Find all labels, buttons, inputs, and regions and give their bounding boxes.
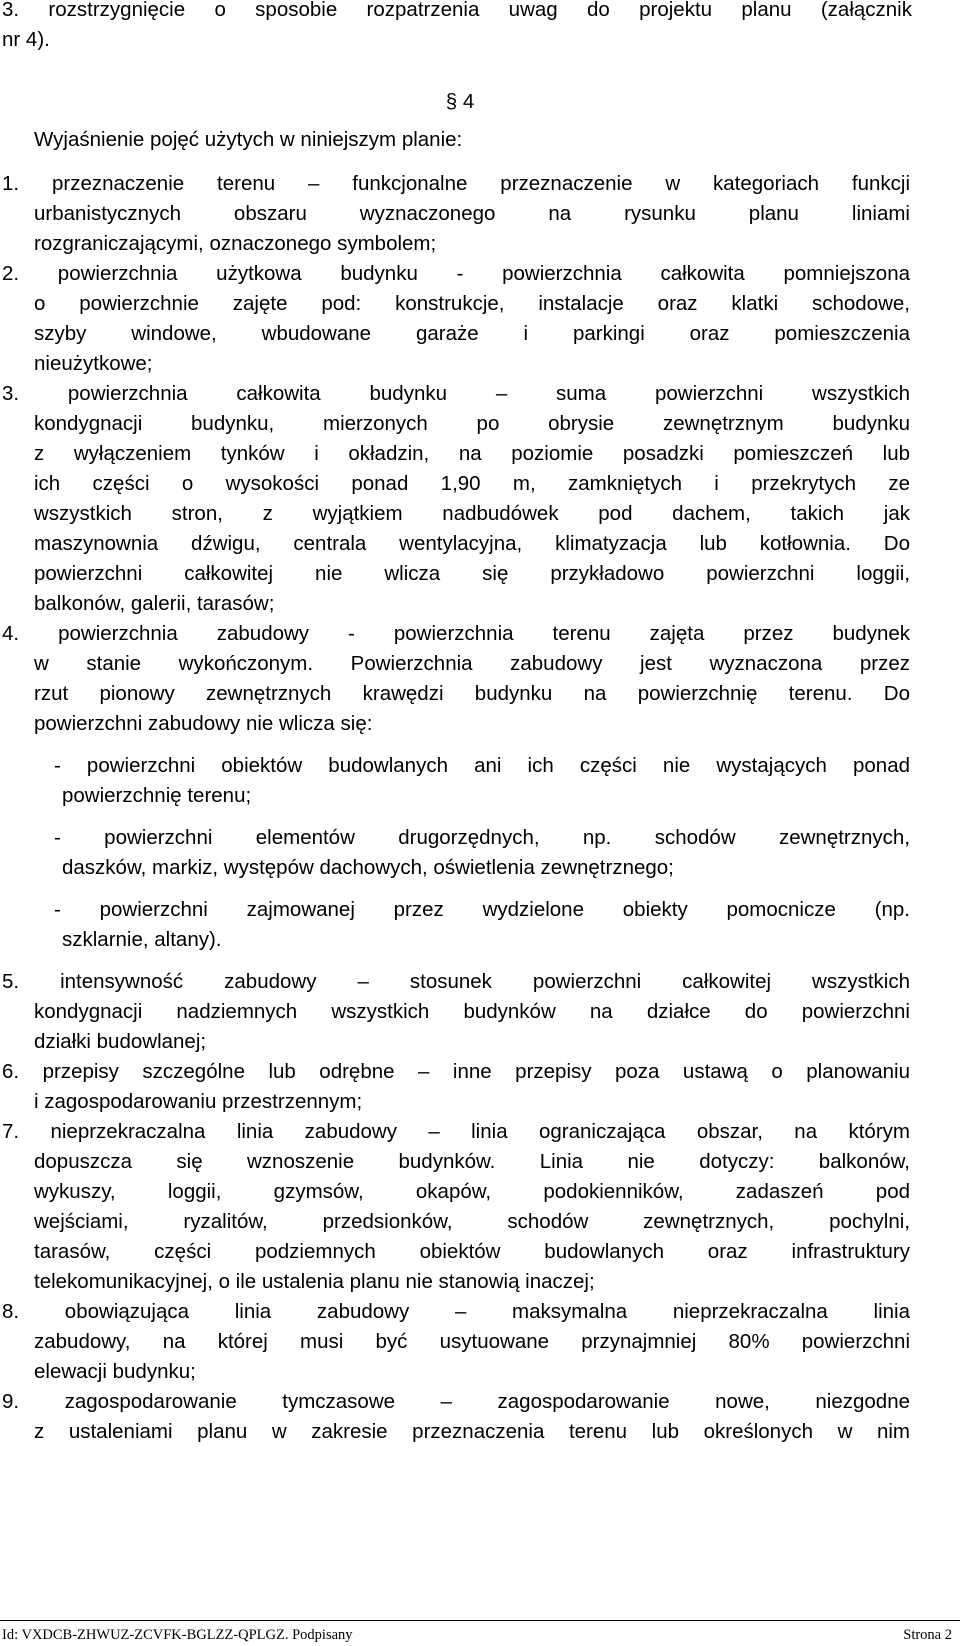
text-line: 9. zagospodarowanie tymczasowe – zagospodarowanie nowe, niezgodne [2,1390,910,1413]
text-line: z ustaleniami planu w zakresie przeznaczenia terenu lub określonych w nim [34,1420,910,1443]
text-line: 3. rozstrzygnięcie o sposobie rozpatrzenia uwag do projektu planu (załącznik [2,0,912,21]
text-line: tarasów, części podziemnych obiektów budowlanych oraz infrastruktury [34,1240,910,1263]
text-line: 5. intensywność zabudowy – stosunek powierzchni całkowitej wszystkich [2,970,910,993]
text-line: elewacji budynku; [34,1360,196,1383]
text-line: działki budowlanej; [34,1030,207,1053]
text-line: 1. przeznaczenie terenu – funkcjonalne przeznaczenie w kategoriach funkcji [2,172,910,195]
text-line: powierzchnię terenu; [62,784,252,807]
text-line: z wyłączeniem tynków i okładzin, na poziomie posadzki pomieszczeń lub [34,442,910,465]
text-line: Wyjaśnienie pojęć użytych w niniejszym planie: [34,128,463,151]
text-line: maszynownia dźwigu, centrala wentylacyjna, klimatyzacja lub kotłownia. Do [34,532,910,555]
footer-page-number: Strona 2 [903,1627,952,1643]
text-line: ich części o wysokości ponad 1,90 m, zamkniętych i przekrytych ze [34,472,910,495]
text-line: 7. nieprzekraczalna linia zabudowy – linia ograniczająca obszar, na którym [2,1120,910,1143]
footer-document-id: Id: VXDCB-ZHWUZ-ZCVFK-BGLZZ-QPLGZ. Podpisany [2,1627,353,1643]
text-line: nr 4). [2,28,50,51]
text-line: powierzchni całkowitej nie wlicza się przykładowo powierzchni loggii, [34,562,910,585]
text-line: rzut pionowy zewnętrznych krawędzi budynku na powierzchnię terenu. Do [34,682,910,705]
text-line: nieużytkowe; [34,352,153,375]
text-line: wejściami, ryzalitów, przedsionków, schodów zewnętrznych, pochylni, [34,1210,910,1233]
footer-divider [0,1620,960,1621]
text-line: urbanistycznych obszaru wyznaczonego na rysunku planu liniami [34,202,910,225]
text-line: 2. powierzchnia użytkowa budynku - powierzchnia całkowita pomniejszona [2,262,910,285]
text-line: kondygnacji nadziemnych wszystkich budynków na działce do powierzchni [34,1000,910,1023]
text-line: zabudowy, na której musi być usytuowane przynajmniej 80% powierzchni [34,1330,910,1353]
text-line: - powierzchni elementów drugorzędnych, np. schodów zewnętrznych, [54,826,910,849]
text-line: wszystkich stron, z wyjątkiem nadbudówek pod dachem, takich jak [34,502,910,525]
text-line: daszków, markiz, występów dachowych, oświetlenia zewnętrznego; [62,856,674,879]
text-line: balkonów, galerii, tarasów; [34,592,275,615]
text-line: w stanie wykończonym. Powierzchnia zabudowy jest wyznaczona przez [34,652,910,675]
text-line: o powierzchnie zajęte pod: konstrukcje, instalacje oraz klatki schodowe, [34,292,910,315]
text-line: szklarnie, altany). [62,928,222,951]
text-line: kondygnacji budynku, mierzonych po obrysie zewnętrznym budynku [34,412,910,435]
section-heading: § 4 [445,90,475,113]
text-line: szyby windowe, wbudowane garaże i parkingi oraz pomieszczenia [34,322,910,345]
text-line: 3. powierzchnia całkowita budynku – suma powierzchni wszystkich [2,382,910,405]
text-line: powierzchni zabudowy nie wlicza się: [34,712,373,735]
text-line: dopuszcza się wznoszenie budynków. Linia nie dotyczy: balkonów, [34,1150,910,1173]
text-line: telekomunikacyjnej, o ile ustalenia planu nie stanowią inaczej; [34,1270,595,1293]
text-line: wykuszy, loggii, gzymsów, okapów, podokienników, zadaszeń pod [34,1180,910,1203]
text-line: 8. obowiązująca linia zabudowy – maksymalna nieprzekraczalna linia [2,1300,910,1323]
text-line: i zagospodarowaniu przestrzennym; [34,1090,363,1113]
text-line: - powierzchni obiektów budowlanych ani ich części nie wystających ponad [54,754,910,777]
text-line: 6. przepisy szczególne lub odrębne – inne przepisy poza ustawą o planowaniu [2,1060,910,1083]
text-line: - powierzchni zajmowanej przez wydzielone obiekty pomocnicze (np. [54,898,910,921]
text-line: rozgraniczającymi, oznaczonego symbolem; [34,232,437,255]
text-line: 4. powierzchnia zabudowy - powierzchnia terenu zajęta przez budynek [2,622,910,645]
